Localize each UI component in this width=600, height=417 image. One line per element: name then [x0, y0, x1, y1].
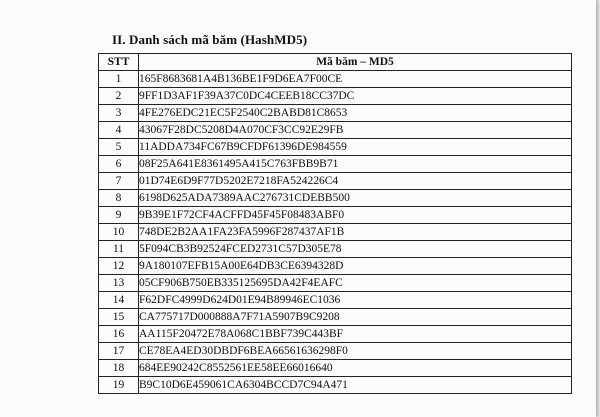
md5-hash: 9A180107EFB15A00E64DB3CE6394328D: [139, 258, 572, 275]
row-number: 4: [99, 122, 139, 139]
md5-hash: CE78EA4ED30DBDF6BEA66561636298F0: [139, 343, 572, 360]
md5-hash: 9FF1D3AF1F39A37C0DC4CEEB18CC37DC: [139, 88, 572, 105]
column-header-hash: Mã băm – MD5: [139, 54, 572, 71]
row-number: 17: [99, 343, 139, 360]
md5-hash: 11ADDA734FC67B9CFDF61396DE984559: [139, 139, 572, 156]
md5-hash: 6198D625ADA7389AAC276731CDEBB500: [139, 190, 572, 207]
table-row: [99, 190, 572, 207]
table-row: [99, 309, 572, 326]
md5-hash: 43067F28DC5208D4A070CF3CC92E29FB: [139, 122, 572, 139]
table-row: [99, 241, 572, 258]
row-number: 2: [99, 88, 139, 105]
row-number: 14: [99, 292, 139, 309]
table-body: [99, 71, 572, 394]
row-number: 18: [99, 360, 139, 377]
table-row: [99, 173, 572, 190]
md5-hash: AA115F20472E78A068C1BBF739C443BF: [139, 326, 572, 343]
md5-hash: CA775717D000888A7F71A5907B9C9208: [139, 309, 572, 326]
md5-hash: 05CF906B750EB335125695DA42F4EAFC: [139, 275, 572, 292]
row-number: 5: [99, 139, 139, 156]
hash-table: [98, 53, 572, 394]
md5-hash: 4FE276EDC21EC5F2540C2BABD81C8653: [139, 105, 572, 122]
table-row: [99, 258, 572, 275]
row-number: 13: [99, 275, 139, 292]
table-row: [99, 122, 572, 139]
row-number: 8: [99, 190, 139, 207]
row-number: 19: [99, 377, 139, 394]
row-number: 6: [99, 156, 139, 173]
section-heading: II. Danh sách mã băm (HashMD5): [112, 32, 308, 47]
md5-hash: 9B39E1F72CF4ACFFD45F45F08483ABF0: [139, 207, 572, 224]
md5-hash: 684EE90242C8552561EE58EE66016640: [139, 360, 572, 377]
table-row: [99, 343, 572, 360]
table-row: [99, 139, 572, 156]
table-row: [99, 377, 572, 394]
md5-hash: 08F25A641E8361495A415C763FBB9B71: [139, 156, 572, 173]
table-row: [99, 71, 572, 88]
row-number: 12: [99, 258, 139, 275]
table-row: [99, 207, 572, 224]
table-row: [99, 275, 572, 292]
row-number: 10: [99, 224, 139, 241]
table-row: [99, 156, 572, 173]
md5-hash: 01D74E6D9F77D5202E7218FA524226C4: [139, 173, 572, 190]
md5-hash: 5F094CB3B92524FCED2731C57D305E78: [139, 241, 572, 258]
row-number: 3: [99, 105, 139, 122]
table-header-row: [99, 54, 572, 71]
row-number: 11: [99, 241, 139, 258]
md5-hash: 165F8683681A4B136BE1F9D6EA7F00CE: [139, 71, 572, 88]
row-number: 9: [99, 207, 139, 224]
md5-hash: F62DFC4999D624D01E94B89946EC1036: [139, 292, 572, 309]
row-number: 7: [99, 173, 139, 190]
row-number: 1: [99, 71, 139, 88]
md5-hash: B9C10D6E459061CA6304BCCD7C94A471: [139, 377, 572, 394]
table-row: [99, 326, 572, 343]
column-header-stt: STT: [99, 54, 139, 71]
table-row: [99, 360, 572, 377]
row-number: 16: [99, 326, 139, 343]
table-row: [99, 224, 572, 241]
table-row: [99, 292, 572, 309]
row-number: 15: [99, 309, 139, 326]
md5-hash: 748DE2B2AA1FA23FA5996F287437AF1B: [139, 224, 572, 241]
table-row: [99, 88, 572, 105]
table-row: [99, 105, 572, 122]
